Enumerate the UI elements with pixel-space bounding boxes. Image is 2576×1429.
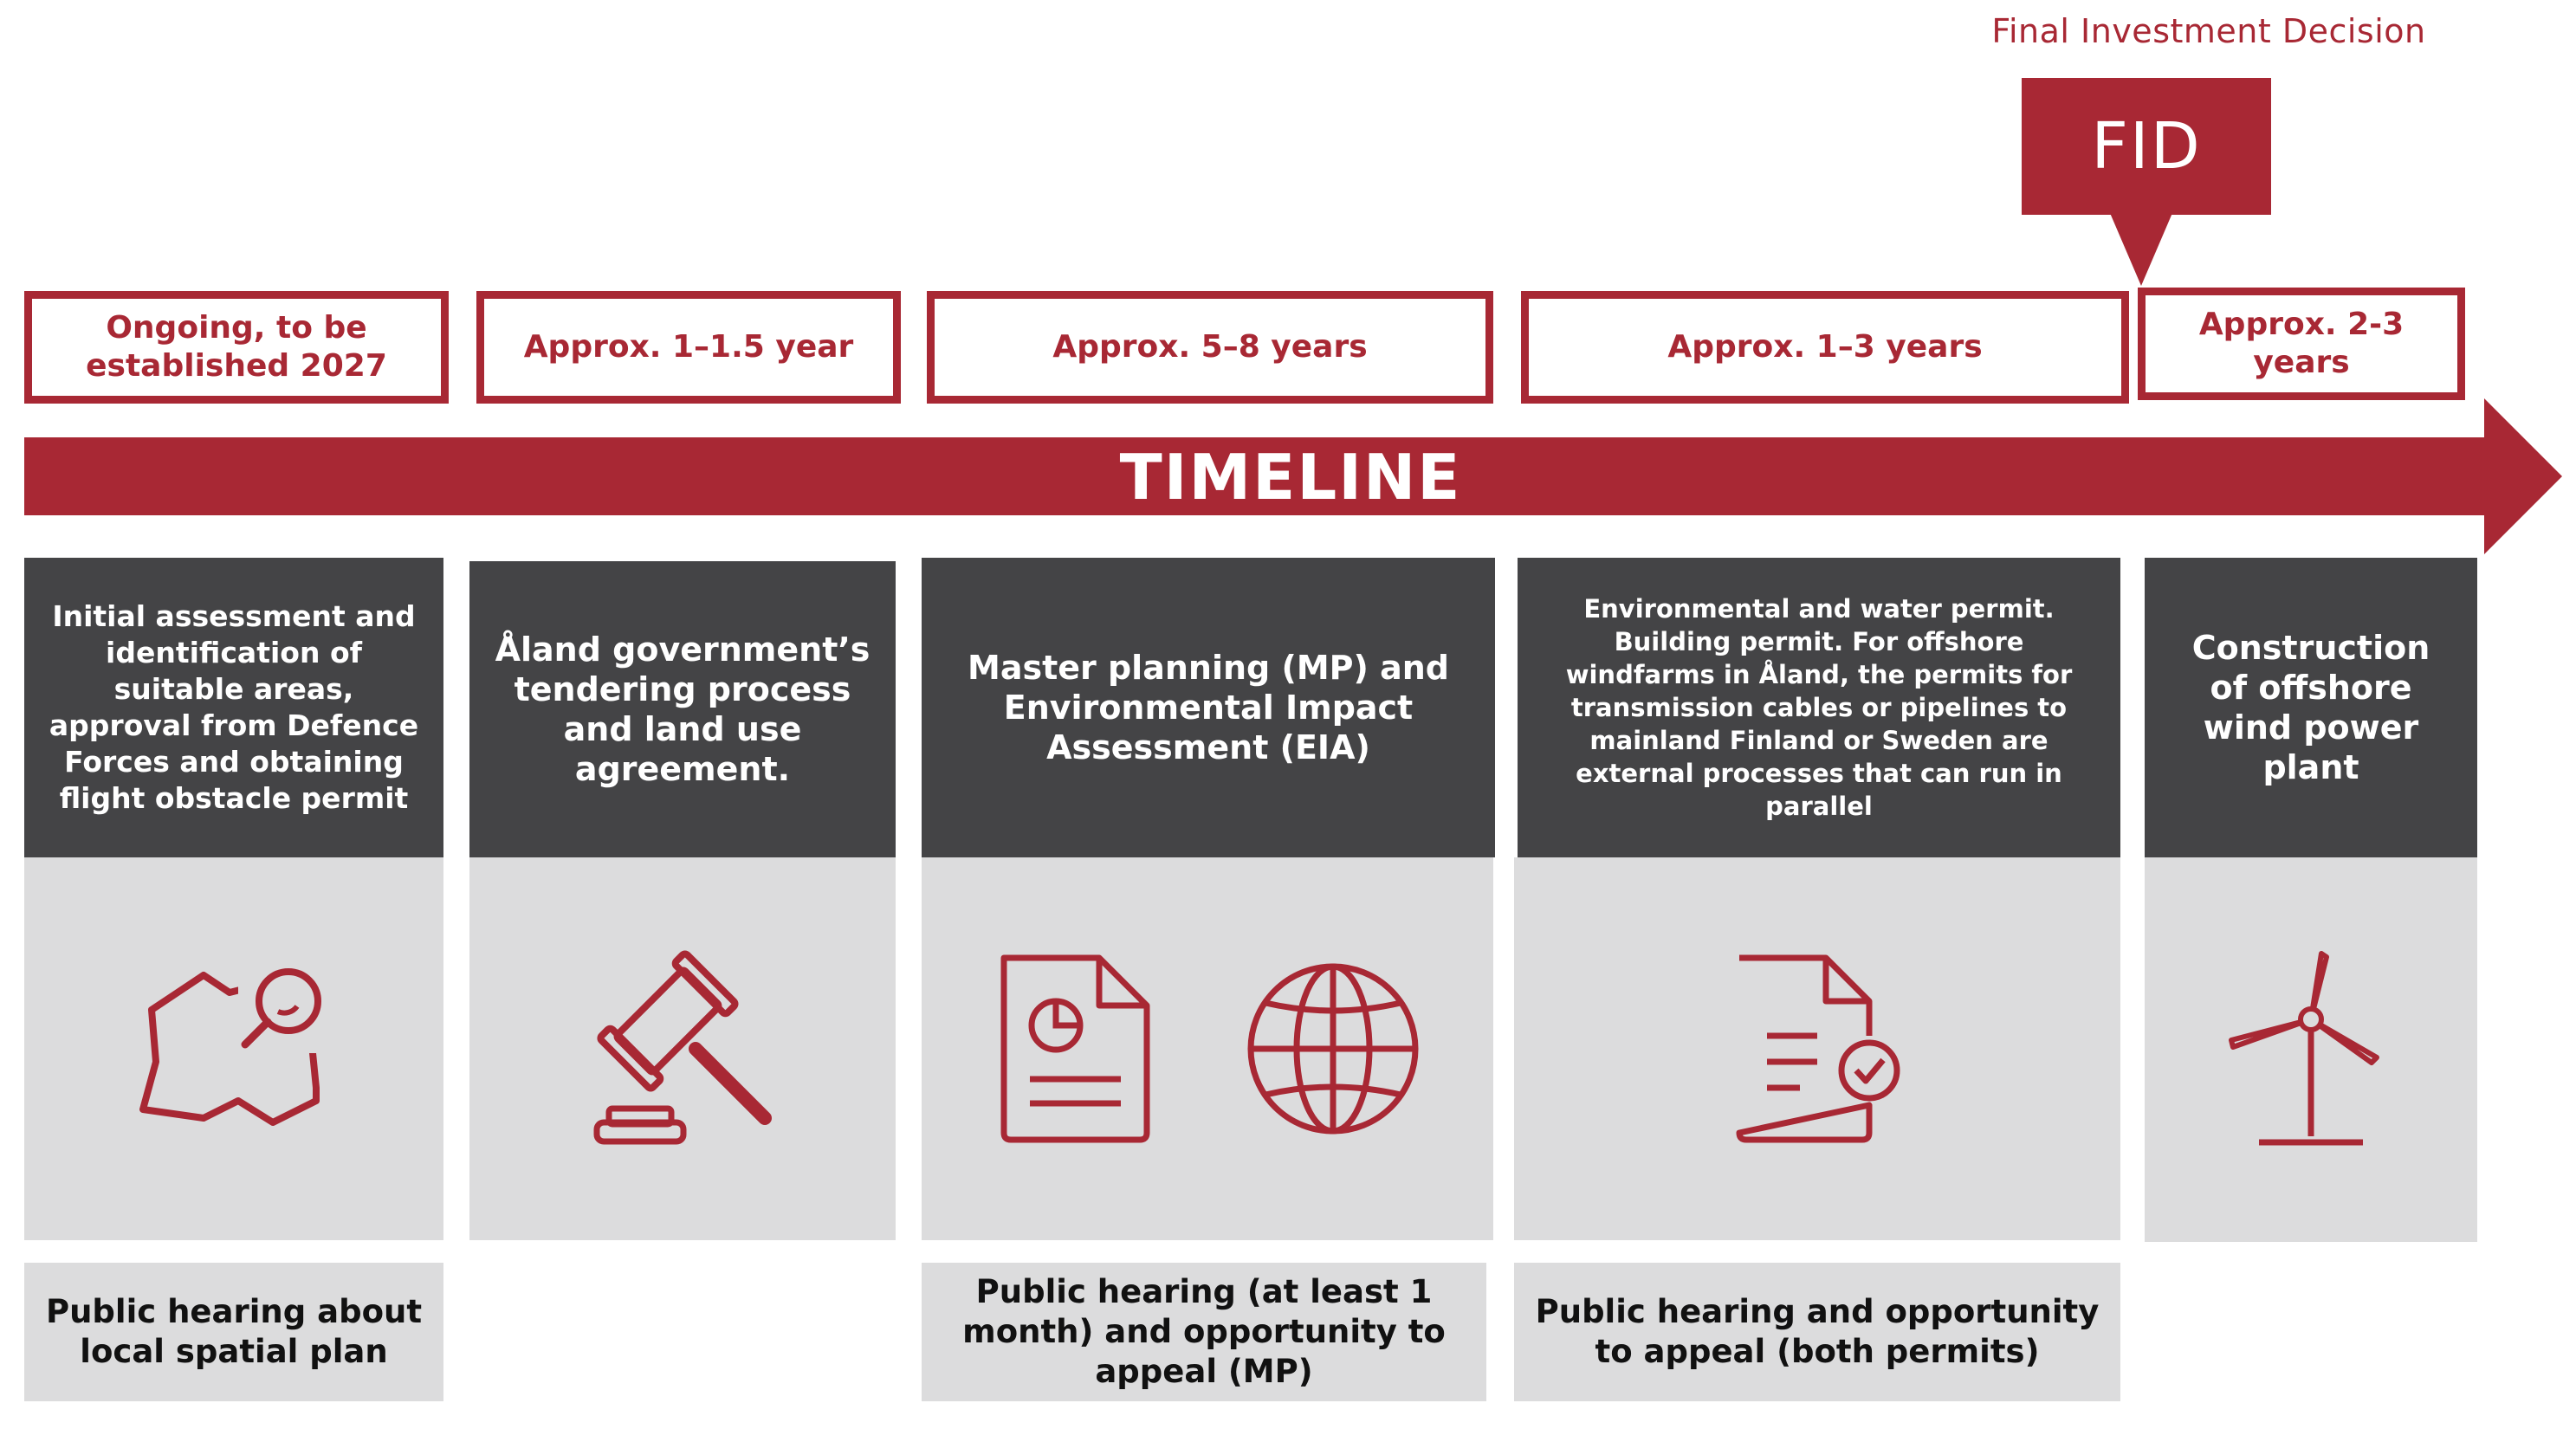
document-chart-icon — [995, 949, 1420, 1148]
document-check-icon — [1731, 949, 1904, 1148]
map-search-icon — [134, 958, 333, 1140]
fid-caption: Final Investment Decision — [1991, 12, 2426, 50]
wind-turbine-icon — [2224, 941, 2398, 1158]
phase-3-description: Master planning (MP) and Environmental Impact Assessment (EIA) — [922, 558, 1495, 857]
phase-4-icon-panel — [1514, 857, 2120, 1240]
phase-3-icon-panel — [922, 857, 1493, 1240]
phase-1-icon-panel — [24, 857, 443, 1240]
phase-2-description: Åland government’s tendering process and land use agreement. — [469, 561, 896, 857]
phase-4-duration: Approx. 1–3 years — [1521, 291, 2129, 404]
gavel-icon — [583, 949, 782, 1148]
phase-2-duration: Approx. 1–1.5 year — [476, 291, 901, 404]
phase-3-duration: Approx. 5–8 years — [927, 291, 1493, 404]
phase-1-duration: Ongoing, to be established 2027 — [24, 291, 449, 404]
globe-icon — [1251, 967, 1415, 1131]
phase-4-hearing: Public hearing and opportunity to appeal (both permits) — [1514, 1263, 2120, 1401]
phase-5-icon-panel — [2145, 857, 2477, 1242]
phase-1-hearing: Public hearing about local spatial plan — [24, 1263, 443, 1401]
phase-2-icon-panel — [469, 857, 896, 1240]
phase-3-hearing: Public hearing (at least 1 month) and opportunity to appeal (MP) — [922, 1263, 1486, 1401]
fid-pointer — [2110, 213, 2172, 286]
timeline-label: TIMELINE — [1119, 441, 1462, 514]
fid-badge: FID — [2022, 78, 2271, 215]
phase-1-description: Initial assessment and identification of suitable areas, approval from Defence Forces and obtaining flight obstacle permit — [24, 558, 443, 857]
phase-4-description: Environmental and water permit. Building permit. For offshore windfarms in Åland, the permits for transmission cables or pipelines to mainland Finland or Sweden are external processes that can run in parallel — [1518, 558, 2120, 857]
phase-5-duration: Approx. 2-3 years — [2138, 288, 2465, 400]
phase-5-description: Construction of offshore wind power plant — [2145, 558, 2477, 857]
